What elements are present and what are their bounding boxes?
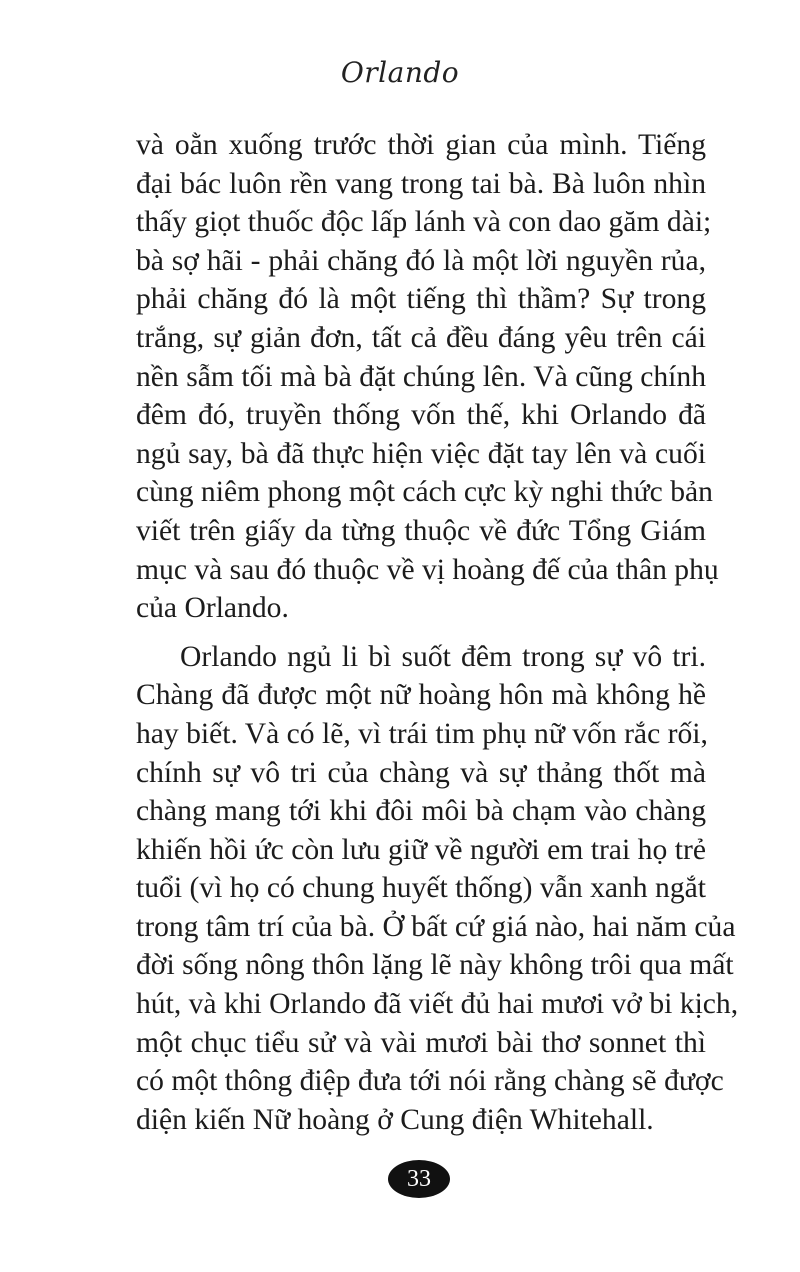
body-text <box>136 126 739 1139</box>
running-head-title: Orlando <box>340 56 460 89</box>
text-line: chàng mang tới khi đôi môi bà chạm vào chàng <box>136 795 706 828</box>
text-line: diện kiến Nữ hoàng ở Cung điện Whitehall. <box>136 1103 654 1136</box>
text-line: cùng niêm phong một cách cực kỳ nghi thức bản <box>136 476 713 509</box>
text-line: thấy giọt thuốc độc lấp lánh và con dao găm dài; <box>136 206 712 239</box>
text-line: phải chăng đó là một tiếng thì thầm? Sự trong <box>136 283 706 316</box>
text-line: của Orlando. <box>136 592 289 625</box>
text-line: hút, và khi Orlando đã viết đủ hai mươi vở bi kịch, <box>136 988 739 1021</box>
text-line: tuổi (vì họ có chung huyết thống) vẫn xanh ngắt <box>136 872 706 905</box>
text-line: trong tâm trí của bà. Ở bất cứ giá nào, hai năm của <box>136 910 736 943</box>
paragraph-2 <box>136 638 739 1140</box>
text-line: chính sự vô tri của chàng và sự thảng thốt mà <box>136 756 706 789</box>
text-line: đời sống nông thôn lặng lẽ này không trôi qua mất <box>136 949 734 982</box>
text-line: viết trên giấy da từng thuộc về đức Tổng Giám <box>136 514 706 547</box>
text-line: Chàng đã được một nữ hoàng hôn mà không hề <box>136 679 706 712</box>
paragraph-1 <box>136 126 719 628</box>
text-line: ngủ say, bà đã thực hiện việc đặt tay lên và cuối <box>136 437 706 470</box>
text-line: hay biết. Và có lẽ, vì trái tim phụ nữ vốn rắc rối, <box>136 717 708 750</box>
text-line: trắng, sự giản đơn, tất cả đều đáng yêu trên cái <box>136 321 706 354</box>
text-line: nền sẫm tối mà bà đặt chúng lên. Và cũng chính <box>136 360 706 393</box>
text-line: khiến hồi ức còn lưu giữ về người em trai họ trẻ <box>136 833 706 866</box>
text-line: và oằn xuống trước thời gian của mình. Tiếng <box>136 129 706 161</box>
text-line: đại bác luôn rền vang trong tai bà. Bà luôn nhìn <box>136 167 706 200</box>
text-line: đêm đó, truyền thống vốn thế, khi Orlando đã <box>136 399 706 432</box>
text-line: một chục tiểu sử và vài mươi bài thơ sonnet thì <box>136 1026 706 1059</box>
page-number-badge: 33 <box>388 1160 450 1198</box>
paragraph-spacer <box>136 628 706 638</box>
text-line: bà sợ hãi - phải chăng đó là một lời nguyền rủa, <box>136 244 706 277</box>
text-line: Orlando ngủ li bì suốt đêm trong sự vô tri. <box>180 640 706 673</box>
text-line: có một thông điệp đưa tới nói rằng chàng sẽ được <box>136 1065 724 1098</box>
text-line: mục và sau đó thuộc về vị hoàng đế của thân phụ <box>136 553 719 586</box>
